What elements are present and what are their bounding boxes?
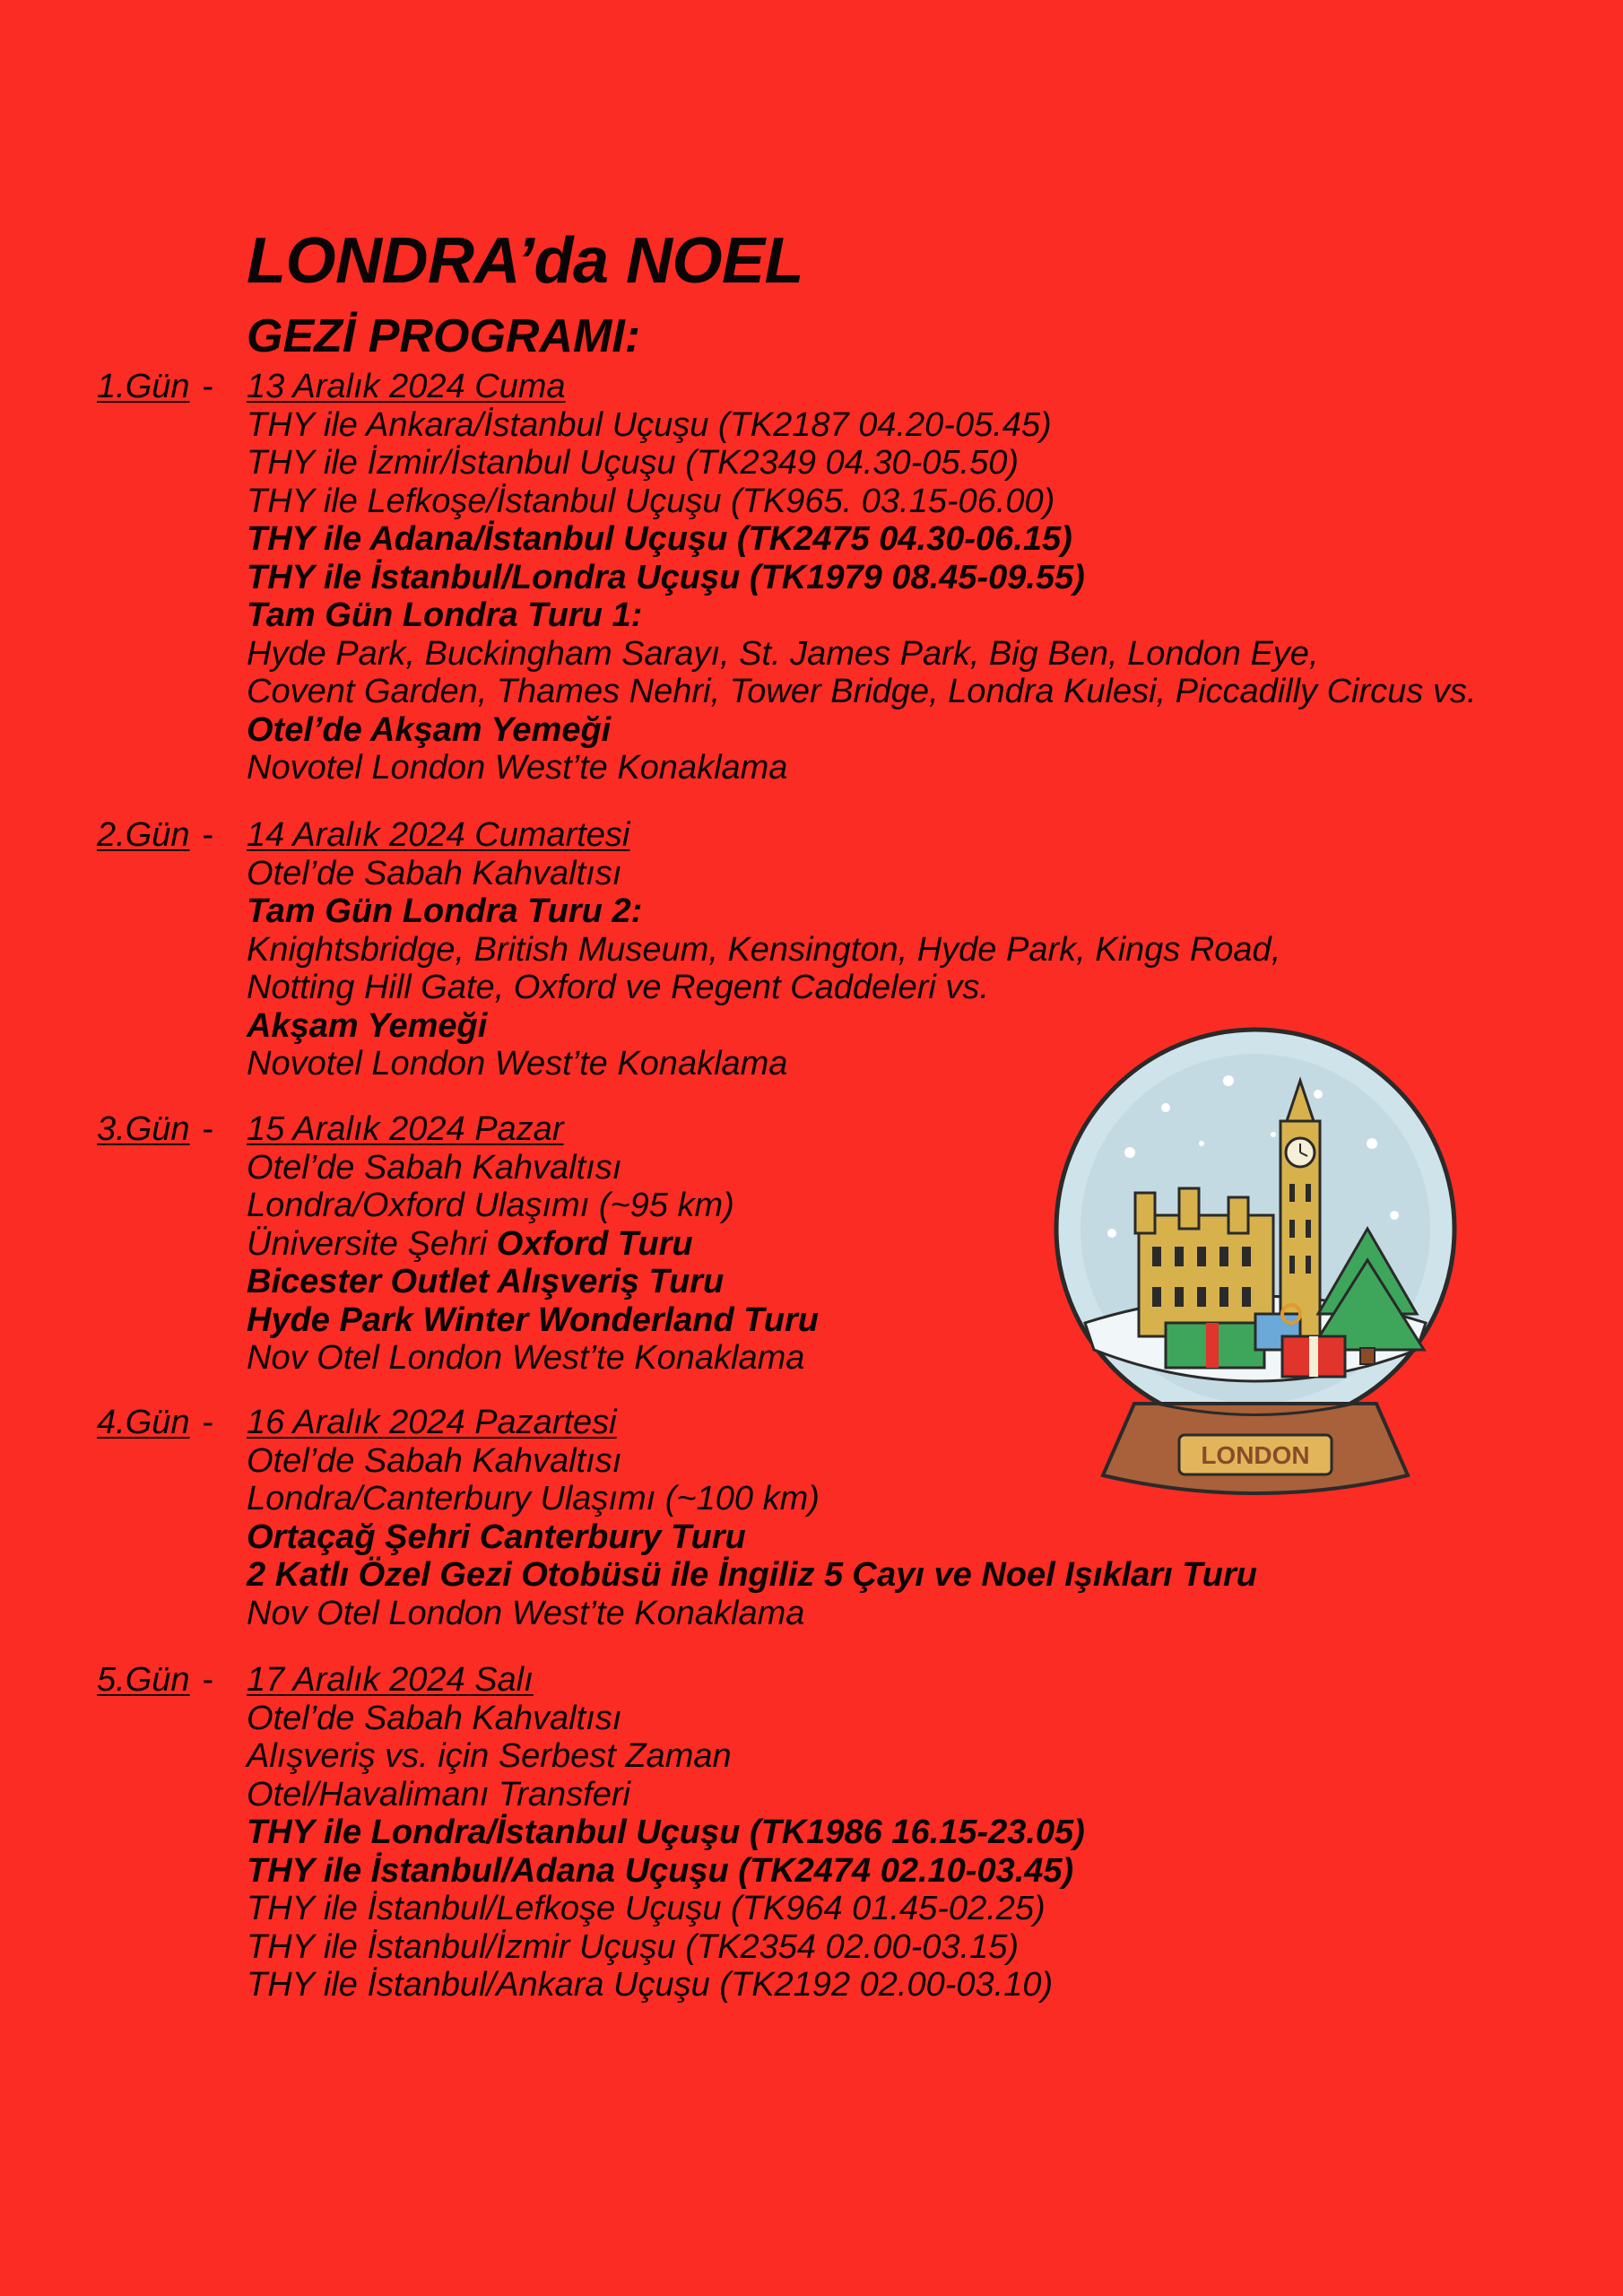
itinerary-item	[247, 1813, 1085, 1852]
itinerary-item	[247, 520, 1476, 559]
itinerary-item-text: Bicester Outlet Alışveriş Turu	[247, 1263, 725, 1300]
itinerary-item	[247, 711, 1476, 750]
itinerary-item-text: THY ile İstanbul/Lefkoşe Uçuşu (TK964 01.45-02.25)	[247, 1890, 1046, 1927]
itinerary-item	[247, 1518, 1257, 1557]
day-date: 14 Aralık 2024 Cumartesi	[247, 816, 630, 854]
itinerary-item	[247, 855, 1280, 893]
itinerary-item-text: Otel’de Sabah Kahvaltısı	[247, 1699, 622, 1737]
itinerary-item	[247, 1966, 1085, 2005]
itinerary-item	[247, 444, 1476, 483]
itinerary-item-text: Nov Otel London West’te Konaklama	[247, 1594, 805, 1632]
itinerary-item	[247, 1301, 819, 1340]
day-details	[247, 1661, 1085, 2005]
itinerary-item-text: Otel’de Sabah Kahvaltısı	[247, 1148, 622, 1187]
itinerary-item	[247, 1776, 1085, 1814]
day-separator: -	[202, 816, 214, 854]
itinerary-item-text: Alışveriş vs. için Serbest Zaman	[247, 1737, 732, 1775]
itinerary-item-text: Hyde Park Winter Wonderland Turu	[247, 1300, 820, 1339]
day-date: 13 Aralık 2024 Cuma	[247, 368, 566, 405]
day-label	[97, 1404, 213, 1442]
itinerary-item-text: THY ile İstanbul/Londra Uçuşu (TK1979 08.45-09.55)	[247, 558, 1085, 596]
day-number: 4.Gün	[97, 1404, 190, 1441]
itinerary-item-text: Novotel London West’te Konaklama	[247, 749, 788, 787]
itinerary-item	[247, 1700, 1085, 1738]
itinerary-item	[247, 635, 1476, 674]
itinerary-item	[247, 1225, 819, 1264]
itinerary-item-text: Otel’de Sabah Kahvaltısı	[247, 854, 622, 892]
itinerary-item	[247, 892, 1280, 931]
snow-globe-big-ben-icon	[1049, 1027, 1462, 1520]
day-label	[97, 1661, 213, 1700]
itinerary-item-text: Notting Hill Gate, Oxford ve Regent Caddeleri vs.	[247, 969, 989, 1006]
itinerary-item	[247, 1339, 819, 1378]
itinerary-item-text: Ortaçağ Şehri Canterbury Turu	[247, 1518, 746, 1556]
itinerary-item	[247, 596, 1476, 635]
itinerary-item	[247, 406, 1476, 445]
day-separator: -	[202, 368, 214, 405]
day-date: 15 Aralık 2024 Pazar	[247, 1110, 564, 1148]
day-number: 3.Gün	[97, 1110, 190, 1148]
day-date: 16 Aralık 2024 Pazartesi	[247, 1404, 617, 1441]
day-number: 2.Gün	[97, 816, 190, 854]
itinerary-item-highlight: Oxford Turu	[496, 1224, 693, 1263]
itinerary-item-text: THY ile Lefkoşe/İstanbul Uçuşu (TK965. 03.15-06.00)	[247, 482, 1055, 520]
itinerary-item	[247, 969, 1280, 1007]
itinerary-item	[247, 1595, 1257, 1633]
itinerary-item-text: Tam Gün Londra Turu 2:	[247, 892, 643, 930]
day-separator: -	[202, 1110, 214, 1148]
itinerary-item	[247, 1890, 1085, 1928]
itinerary-item-text: Covent Garden, Thames Nehri, Tower Bridge, Londra Kulesi, Piccadilly Circus vs.	[247, 673, 1477, 710]
day-details	[247, 368, 1476, 787]
itinerary-item-text: THY ile İstanbul/İzmir Uçuşu (TK2354 02.00-03.15)	[247, 1927, 1020, 1966]
itinerary-item-text: THY ile Ankara/İstanbul Uçuşu (TK2187 04.20-05.45)	[247, 405, 1052, 444]
itinerary-item-text: Üniversite Şehri	[247, 1224, 497, 1263]
itinerary-item-text: THY ile Adana/İstanbul Uçuşu (TK2475 04.30-06.15)	[247, 520, 1072, 558]
itinerary-item	[247, 673, 1476, 711]
itinerary-item-text: Londra/Oxford Ulaşımı (~95 km)	[247, 1187, 734, 1224]
day-separator: -	[202, 1404, 214, 1441]
itinerary-item	[247, 931, 1280, 970]
itinerary-item	[247, 1852, 1085, 1891]
itinerary-item	[247, 1737, 1085, 1776]
itinerary-item	[247, 1263, 819, 1301]
day-number: 1.Gün	[97, 368, 190, 405]
day-date: 17 Aralık 2024 Salı	[247, 1661, 534, 1699]
day-separator: -	[202, 1661, 214, 1699]
itinerary-item-text: Knightsbridge, British Museum, Kensington, Hyde Park, Kings Road,	[247, 930, 1281, 969]
day-details	[247, 1110, 819, 1378]
itinerary-item-text: Otel/Havalimanı Transferi	[247, 1775, 630, 1813]
page-title: LONDRA’da NOEL	[247, 225, 804, 297]
day-label	[97, 816, 213, 855]
day-label	[97, 368, 213, 406]
itinerary-item-text: Londra/Canterbury Ulaşımı (~100 km)	[247, 1480, 820, 1518]
itinerary-item-text: THY ile İstanbul/Adana Uçuşu (TK2474 02.10-03.45)	[247, 1851, 1074, 1890]
globe-plaque-text: LONDON	[1201, 1441, 1310, 1469]
itinerary-item-text: Tam Gün Londra Turu 1:	[247, 596, 643, 634]
itinerary-item-text: 2 Katlı Özel Gezi Otobüsü ile İngiliz 5 Çayı ve Noel Işıkları Turu	[247, 1556, 1257, 1594]
itinerary-item-text: Otel’de Sabah Kahvaltısı	[247, 1441, 622, 1480]
itinerary-item-text: Novotel London West’te Konaklama	[247, 1045, 788, 1083]
itinerary-item-text: Otel’de Akşam Yemeği	[247, 710, 612, 749]
itinerary-item-text: THY ile İstanbul/Ankara Uçuşu (TK2192 02.00-03.10)	[247, 1966, 1054, 2004]
itinerary-item-text: Hyde Park, Buckingham Sarayı, St. James Park, Big Ben, London Eye,	[247, 634, 1319, 673]
itinerary-item	[247, 1556, 1257, 1595]
itinerary-item-text: THY ile İzmir/İstanbul Uçuşu (TK2349 04.30-05.50)	[247, 444, 1020, 482]
itinerary-item	[247, 483, 1476, 521]
itinerary-item	[247, 559, 1476, 597]
itinerary-item	[247, 1928, 1085, 1967]
itinerary-item-text: THY ile Londra/İstanbul Uçuşu (TK1986 16.15-23.05)	[247, 1813, 1085, 1851]
page-subtitle: GEZİ PROGRAMI:	[247, 310, 641, 362]
itinerary-item	[247, 1149, 819, 1187]
itinerary-item-text: Nov Otel London West’te Konaklama	[247, 1339, 805, 1377]
day-label	[97, 1110, 213, 1149]
day-number: 5.Gün	[97, 1661, 190, 1699]
itinerary-item	[247, 1187, 819, 1225]
itinerary-item-text: Akşam Yemeği	[247, 1006, 488, 1045]
itinerary-item	[247, 749, 1476, 787]
